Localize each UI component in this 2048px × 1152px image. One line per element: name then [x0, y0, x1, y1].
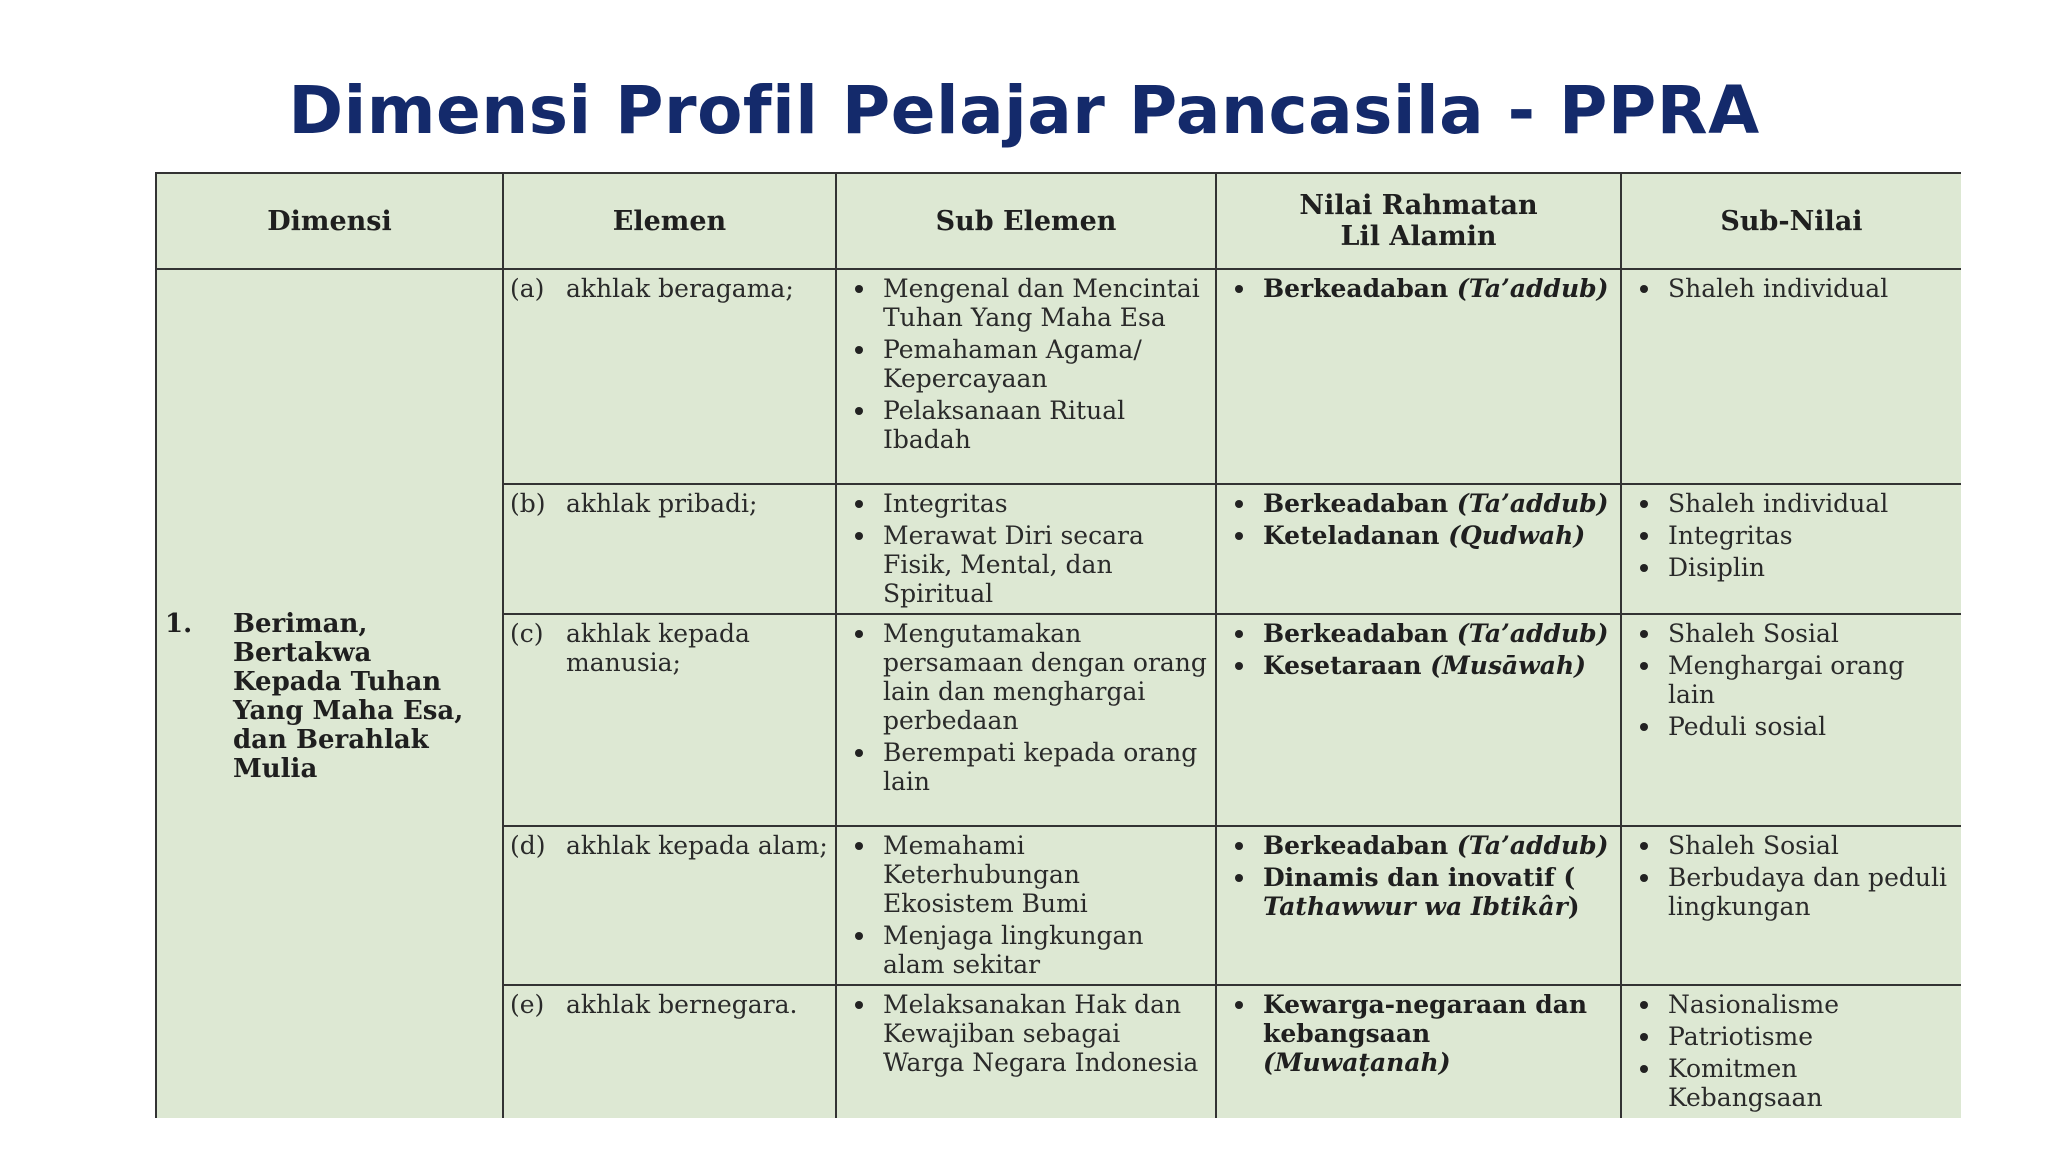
sub-elemen-item: Mengenal dan Mencintai Tuhan Yang Maha Esa: [843, 274, 1209, 332]
nilai-text: Berkeadaban: [1263, 274, 1449, 303]
nilai-text: Berkeadaban: [1263, 831, 1449, 860]
element-label: akhlak beragama;: [566, 274, 794, 303]
nilai-list: [1223, 487, 1614, 550]
nilai-list: [1223, 988, 1614, 1077]
nilai-term: Tathawwur wa Ibtikâr: [1263, 892, 1568, 921]
nilai-term: (Ta’addub): [1456, 619, 1609, 648]
sub-nilai-cell: [1621, 826, 1961, 985]
nilai-cell: [1216, 614, 1621, 826]
element-entry: [510, 829, 829, 860]
dimension-cell: [156, 269, 503, 1118]
nilai-item: [1223, 619, 1614, 648]
element-label: akhlak bernegara.: [566, 990, 798, 1019]
header-sub-nilai: Sub-Nilai: [1621, 173, 1961, 269]
element-entry: [510, 487, 829, 518]
sub-nilai-list: [1628, 988, 1955, 1112]
sub-elemen-list: [843, 617, 1209, 796]
sub-elemen-item: Mengutamakan persamaan dengan orang lain dan menghargai perbedaan: [843, 619, 1209, 735]
element-letter: (d): [510, 831, 546, 860]
nilai-item: [1223, 863, 1614, 921]
nilai-item: [1223, 521, 1614, 550]
sub-nilai-item: Shaleh Sosial: [1628, 619, 1955, 648]
dimension-label-wrap: [165, 610, 502, 784]
sub-elemen-item: Melaksanakan Hak dan Kewajiban sebagai Warga Negara Indonesia: [843, 990, 1209, 1077]
element-cell: [503, 826, 836, 985]
element-cell: [503, 484, 836, 614]
sub-nilai-item: Disiplin: [1628, 553, 1955, 582]
dimension-label: Beriman, Bertakwa Kepada Tuhan Yang Maha Esa, dan Berahlak Mulia: [233, 609, 464, 784]
sub-nilai-item: Shaleh Sosial: [1628, 831, 1955, 860]
profile-table: [155, 172, 1961, 1118]
sub-nilai-cell: [1621, 269, 1961, 484]
sub-elemen-cell: [836, 826, 1216, 985]
element-entry: [510, 272, 829, 303]
nilai-item: [1223, 651, 1614, 680]
sub-nilai-cell: [1621, 985, 1961, 1118]
profile-table-container: [155, 172, 1961, 1118]
sub-elemen-item: Berempati kepada orang lain: [843, 738, 1209, 796]
sub-elemen-item: Merawat Diri secara Fisik, Mental, dan Spiritual: [843, 521, 1209, 608]
header-dimensi: Dimensi: [156, 173, 503, 269]
element-letter: (a): [510, 274, 545, 303]
sub-nilai-list: [1628, 487, 1955, 582]
nilai-list: [1223, 272, 1614, 303]
sub-nilai-item: Shaleh individual: [1628, 489, 1955, 518]
sub-nilai-item: Patriotisme: [1628, 1022, 1955, 1051]
sub-nilai-item: Peduli sosial: [1628, 712, 1955, 741]
sub-elemen-list: [843, 487, 1209, 608]
sub-elemen-cell: [836, 484, 1216, 614]
sub-elemen-list: [843, 272, 1209, 454]
page-title: Dimensi Profil Pelajar Pancasila - PPRA: [288, 72, 1760, 149]
dimension-number: 1.: [165, 609, 193, 639]
sub-elemen-cell: [836, 614, 1216, 826]
sub-elemen-cell: [836, 269, 1216, 484]
sub-nilai-item: Menghargai orang lain: [1628, 651, 1955, 709]
nilai-item: [1223, 274, 1614, 303]
element-label: akhlak kepada manusia;: [566, 619, 750, 677]
nilai-term: (Muwaṭanah): [1263, 1048, 1451, 1077]
sub-nilai-list: [1628, 617, 1955, 741]
sub-nilai-item: Komitmen Kebangsaan: [1628, 1054, 1955, 1112]
header-elemen: Elemen: [503, 173, 836, 269]
nilai-term: (Musāwah): [1430, 651, 1586, 680]
nilai-cell: [1216, 269, 1621, 484]
nilai-term: (Ta’addub): [1456, 831, 1609, 860]
nilai-tail: ): [1567, 892, 1580, 921]
nilai-text: Berkeadaban: [1263, 489, 1449, 518]
sub-nilai-cell: [1621, 484, 1961, 614]
sub-elemen-item: Menjaga lingkungan alam sekitar: [843, 921, 1209, 979]
sub-nilai-item: Shaleh individual: [1628, 274, 1955, 303]
element-cell: [503, 985, 836, 1118]
element-letter: (c): [510, 619, 544, 648]
nilai-cell: [1216, 826, 1621, 985]
nilai-text: Keteladanan: [1263, 521, 1440, 550]
nilai-text: Kesetaraan: [1263, 651, 1422, 680]
table-header-row: [156, 173, 1961, 269]
nilai-text: Kewarga-negaraan dan kebangsaan: [1263, 990, 1588, 1048]
header-nilai: Nilai Rahmatan Lil Alamin: [1216, 173, 1621, 269]
element-cell: [503, 614, 836, 826]
nilai-term: (Ta’addub): [1456, 489, 1609, 518]
sub-elemen-item: Memahami Keterhubungan Ekosistem Bumi: [843, 831, 1209, 918]
sub-nilai-item: Berbudaya dan peduli lingkungan: [1628, 863, 1955, 921]
element-letter: (e): [510, 990, 545, 1019]
element-letter: (b): [510, 489, 546, 518]
nilai-cell: [1216, 484, 1621, 614]
nilai-item: [1223, 990, 1614, 1077]
nilai-list: [1223, 829, 1614, 921]
element-entry: [510, 988, 829, 1019]
sub-elemen-list: [843, 829, 1209, 979]
element-label: akhlak pribadi;: [566, 489, 758, 518]
sub-elemen-item: Pelaksanaan Ritual Ibadah: [843, 396, 1209, 454]
nilai-list: [1223, 617, 1614, 680]
sub-nilai-list: [1628, 272, 1955, 303]
sub-elemen-list: [843, 988, 1209, 1077]
nilai-item: [1223, 831, 1614, 860]
sub-nilai-item: Nasionalisme: [1628, 990, 1955, 1019]
element-entry: [510, 617, 829, 677]
nilai-text: Berkeadaban: [1263, 619, 1449, 648]
sub-elemen-item: Integritas: [843, 489, 1209, 518]
nilai-cell: [1216, 985, 1621, 1118]
sub-elemen-item: Pemahaman Agama/ Kepercayaan: [843, 335, 1209, 393]
nilai-term: (Qudwah): [1448, 521, 1586, 550]
element-cell: [503, 269, 836, 484]
sub-elemen-cell: [836, 985, 1216, 1118]
sub-nilai-list: [1628, 829, 1955, 921]
nilai-term: (Ta’addub): [1456, 274, 1609, 303]
sub-nilai-item: Integritas: [1628, 521, 1955, 550]
element-label: akhlak kepada alam;: [566, 831, 828, 860]
nilai-item: [1223, 489, 1614, 518]
table-row: [156, 269, 1961, 484]
nilai-text: Dinamis dan inovatif (: [1263, 863, 1576, 892]
sub-nilai-cell: [1621, 614, 1961, 826]
header-sub-elemen: Sub Elemen: [836, 173, 1216, 269]
